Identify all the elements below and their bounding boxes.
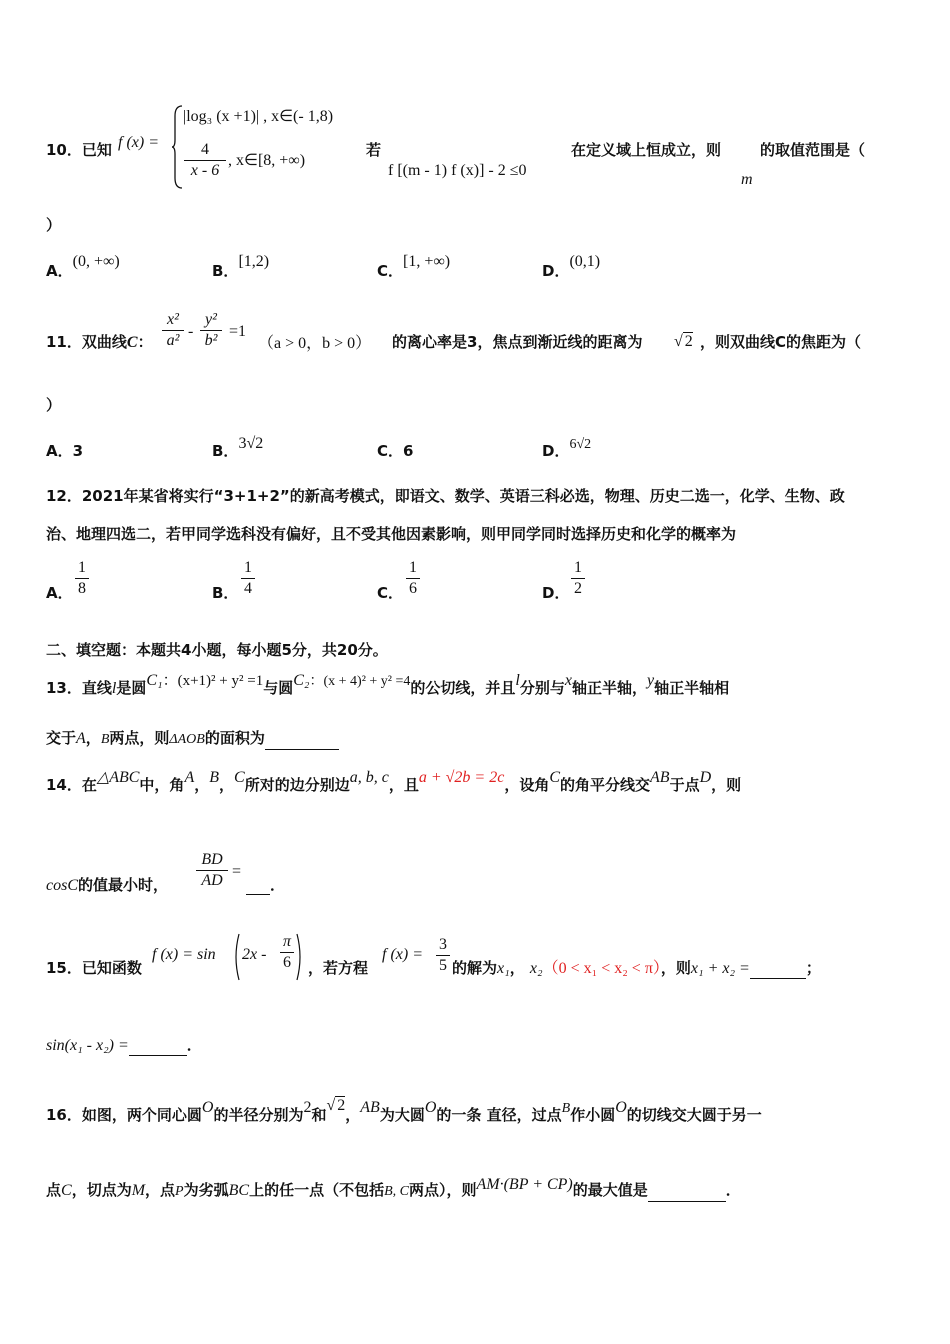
q11-y2-over-b2: $\frac{\text{y²}}{\text{b²}}$ <box>200 310 222 351</box>
q16-arc-bc: BC <box>228 1182 250 1199</box>
q12-option-b-fraction: $\frac{1}{4}$ <box>241 558 255 599</box>
q10-option-b[interactable]: B．[1,2) <box>212 253 270 280</box>
q11-close-paren: ） <box>46 396 62 414</box>
q14-line1: 14．在△ABC中，角A，B，C所对的边分别边a, b, c，且a + √2b = 2c，设角C的角平分线交AB于点D，则 <box>46 769 742 794</box>
q15-left-paren <box>232 932 240 982</box>
q12-option-a[interactable]: A． <box>46 584 73 602</box>
q15-sin-blank[interactable] <box>129 1039 187 1056</box>
q10-m: m <box>741 171 753 188</box>
q15-fx: f (x) = sin <box>152 946 216 963</box>
q12-option-a-fraction: $\frac{1}{8}$ <box>75 558 89 599</box>
q16-answer-blank[interactable] <box>648 1185 726 1202</box>
q15-3-over-5: $\frac{3}{5}$ <box>436 935 450 976</box>
q11-option-c[interactable]: C．6 <box>377 442 414 460</box>
q12-line2: 治、地理四选二，若甲同学选科没有偏好，且不受其他因素影响，则甲同学同时选择历史和化学的概率为 <box>46 525 737 543</box>
q13-line1: 13．直线l是圆C₁：(x+1)² + y² =1与圆C₂：(x + 4)² + y² =4的公切线，并且l分别与x轴正半轴，y轴正半轴相 <box>46 672 730 697</box>
q16-line1: 16．如图，两个同心圆O的半径分别为2和√ 2，AB为大圆O的一条 直径，过点B作小圆O的切线交大圆于另一 <box>46 1097 762 1124</box>
q10-number: 10． <box>46 141 82 159</box>
q15-arg: 2x - <box>242 946 267 963</box>
q10-case2-fraction: $\frac{4}{x - 6}$ <box>184 140 226 181</box>
q10-stem: 10．已知 <box>46 141 112 159</box>
q12-option-d[interactable]: D． <box>542 584 570 602</box>
q10-option-a[interactable]: A．(0, +∞) <box>46 253 120 280</box>
section-2-heading: 二、填空题：本题共4小题，每小题5分，共20分。 <box>46 641 388 659</box>
q13-answer-blank[interactable] <box>265 733 339 750</box>
q15-pi-over-6: $\frac{\pi}{6}$ <box>280 932 294 973</box>
q10-post-text: 的取值范围是（ <box>760 141 866 159</box>
q15-line1-rest: 的解为x₁， x₂（0 < x₁ < x₂ < π），则x₁ + x₂ = ； <box>452 959 821 977</box>
q11-minus: - <box>188 323 194 340</box>
q12-option-c[interactable]: C． <box>377 584 404 602</box>
q10-option-d[interactable]: D．(0,1) <box>542 253 601 280</box>
q14-answer: ． <box>246 875 285 895</box>
q14-equals: = <box>232 863 242 880</box>
q12-option-c-fraction: $\frac{1}{6}$ <box>406 558 420 599</box>
q11-x2-over-a2: $\frac{\text{x²}}{\text{a²}}$ <box>162 310 184 351</box>
q15-line2: sin(x₁ - x₂) = ． <box>46 1036 202 1054</box>
q14-line2: cosC的值最小时， <box>46 876 169 894</box>
q12-option-b[interactable]: B． <box>212 584 239 602</box>
q13-line2: 交于A，B两点，则ΔAOB的面积为 <box>46 728 339 750</box>
q10-close-paren: ） <box>46 216 62 234</box>
q16-expression: AM·(BP + CP) <box>476 1176 573 1193</box>
q14-condition: a + √2b = 2c <box>418 769 505 786</box>
q15-right-paren <box>296 932 304 982</box>
q10-ruo: 若 <box>366 141 382 159</box>
q10-mid-text: 在定义域上恒成立，则 <box>571 141 722 159</box>
q11-stem: 11．双曲线C： <box>46 333 153 351</box>
q11-post-text: ，则双曲线C的焦距为（ <box>700 333 862 351</box>
q15-p2: ，若方程 <box>308 959 369 977</box>
q15-condition: （0 < x₁ < x₂ < π） <box>542 960 661 977</box>
q11-mid-text: 的离心率是3，焦点到渐近线的距离为 <box>392 333 643 351</box>
q10-case2-domain: , x∈[8, +∞) <box>228 152 306 169</box>
q12-line1: 12．2021年某省将实行“3+1+2”的新高考模式，即语文、数学、英语三科必选，物理、历史二选一，化学、生物、政 <box>46 487 845 505</box>
q15-stem: 15．已知函数 <box>46 959 142 977</box>
q10-option-c[interactable]: C．[1, +∞) <box>377 253 451 280</box>
q12-option-d-fraction: $\frac{1}{2}$ <box>571 558 585 599</box>
q11-sqrt2: √ 2 <box>674 333 693 350</box>
q15-fx2: f (x) = <box>382 946 423 963</box>
q16-line2: 点C，切点为M，点P为劣弧BC上的任一点（不包括B, C两点），则AM·(BP + CP)的最大值是 ． <box>46 1180 741 1202</box>
q11-condition: （a > 0，b > 0） <box>258 335 372 352</box>
q11-option-d[interactable]: D．6√2 <box>542 437 592 460</box>
q11-option-b[interactable]: B．3√2 <box>212 435 264 460</box>
q15-sum-blank[interactable] <box>750 962 806 979</box>
q14-bd-over-ad: $\frac{BD}{AD}$ <box>196 850 228 891</box>
q10-fx: f (x) = <box>118 134 159 151</box>
q10-condition: f [(m - 1) f (x)] - 2 ≤0 <box>388 162 527 179</box>
q10-case1: |log₃ (x +1)| , x∈(- 1,8) <box>183 108 334 125</box>
q11-option-a[interactable]: A．3 <box>46 442 84 460</box>
q11-eq1: =1 <box>229 323 247 340</box>
q14-answer-blank[interactable] <box>246 878 270 895</box>
